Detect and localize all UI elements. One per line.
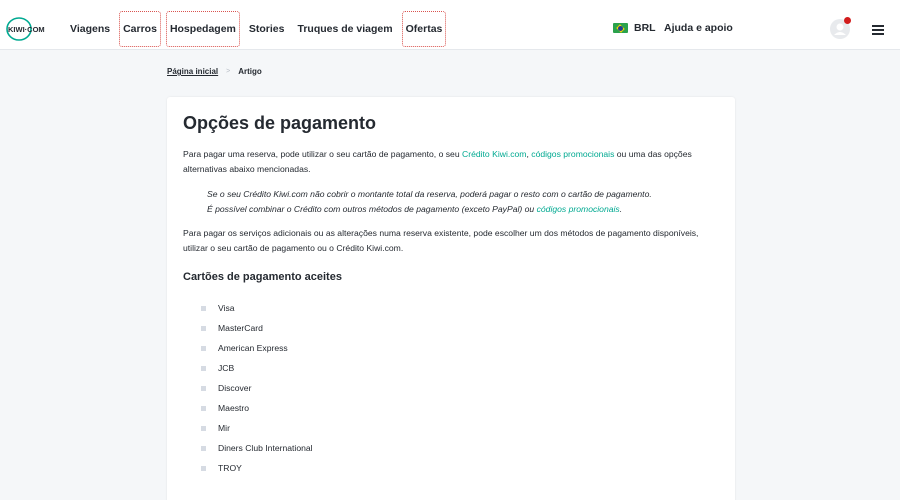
kiwi-logo[interactable] — [6, 16, 58, 42]
breadcrumb-home-link[interactable]: Página inicial — [167, 67, 219, 76]
bullet-icon — [201, 426, 206, 431]
intro-text-end: ou uma das opções alternativas abaixo mencionadas. — [183, 149, 692, 174]
bullet-icon — [201, 326, 206, 331]
bullet-icon — [201, 346, 206, 351]
payment-cards-list — [201, 298, 313, 478]
section-title: Cartões de pagamento aceites — [183, 271, 342, 283]
bullet-icon — [201, 406, 206, 411]
list-item — [201, 378, 313, 398]
intro-paragraph — [183, 147, 713, 177]
bullet-icon — [201, 386, 206, 391]
nav-hospedagem[interactable]: Hospedagem — [166, 11, 240, 47]
quote-promo-codes-link[interactable]: códigos promocionais — [536, 204, 620, 214]
info-quote — [207, 187, 717, 217]
currency-label: BRL — [634, 22, 656, 34]
bullet-icon — [201, 446, 206, 451]
logo-text: KIWI·COM — [8, 25, 45, 34]
hamburger-menu-icon[interactable] — [872, 25, 884, 35]
intro-text-start: Para pagar uma reserva, pode utilizar o seu cartão de pagamento, o seu — [183, 149, 462, 159]
currency-selector[interactable] — [613, 22, 656, 34]
bullet-icon — [201, 366, 206, 371]
card-name: American Express — [218, 343, 288, 353]
nav-stories[interactable]: Stories — [248, 23, 285, 35]
intro-text-sep: , — [526, 149, 532, 159]
top-header — [0, 0, 900, 50]
kiwi-credit-link[interactable]: Crédito Kiwi.com — [462, 149, 527, 159]
quote-line-2 — [207, 202, 717, 217]
list-item — [201, 298, 313, 318]
brazil-flag-icon — [613, 23, 628, 33]
bullet-icon — [201, 466, 206, 471]
nav-carros[interactable]: Carros — [119, 11, 161, 47]
card-name: Maestro — [218, 403, 250, 413]
list-item — [201, 338, 313, 358]
nav-truques-de-viagem[interactable]: Truques de viagem — [297, 23, 393, 35]
additional-services-paragraph: Para pagar os serviços adicionais ou as alterações numa reserva existente, pode escolher um dos métodos de pagamento disponíveis, utilizar o seu cartão de pagamento ou o Crédito Kiwi.com. — [183, 228, 699, 253]
list-item — [201, 318, 313, 338]
promo-codes-link[interactable]: códigos promocionais — [531, 149, 615, 159]
quote-line-1: Se o seu Crédito Kiwi.com não cobrir o montante total da reserva, poderá pagar o resto com o cartão de pagamento. — [207, 189, 652, 199]
breadcrumb — [167, 67, 262, 76]
quote-text-end: . — [619, 204, 623, 214]
quote-text: É possível combinar o Crédito com outros métodos de pagamento (exceto PayPal) ou — [207, 204, 537, 214]
list-item — [201, 398, 313, 418]
notification-dot-icon — [844, 17, 851, 24]
card-name: MasterCard — [218, 323, 263, 333]
help-link[interactable]: Ajuda e apoio — [664, 22, 733, 34]
card-name: Discover — [218, 383, 252, 393]
bullet-icon — [201, 306, 206, 311]
main-nav — [66, 11, 451, 47]
card-name: TROY — [218, 463, 242, 473]
card-name: Diners Club International — [218, 443, 313, 453]
chevron-right-icon: > — [226, 68, 231, 75]
list-item — [201, 438, 313, 458]
nav-viagens[interactable]: Viagens — [70, 23, 111, 35]
card-name: Visa — [218, 303, 235, 313]
page-title: Opções de pagamento — [183, 113, 377, 133]
list-item — [201, 418, 313, 438]
card-name: Mir — [218, 423, 230, 433]
list-item — [201, 358, 313, 378]
card-name: JCB — [218, 363, 235, 373]
article-card — [167, 97, 735, 500]
nav-ofertas[interactable]: Ofertas — [402, 11, 447, 47]
breadcrumb-current: Artigo — [238, 67, 262, 76]
list-item — [201, 458, 313, 478]
